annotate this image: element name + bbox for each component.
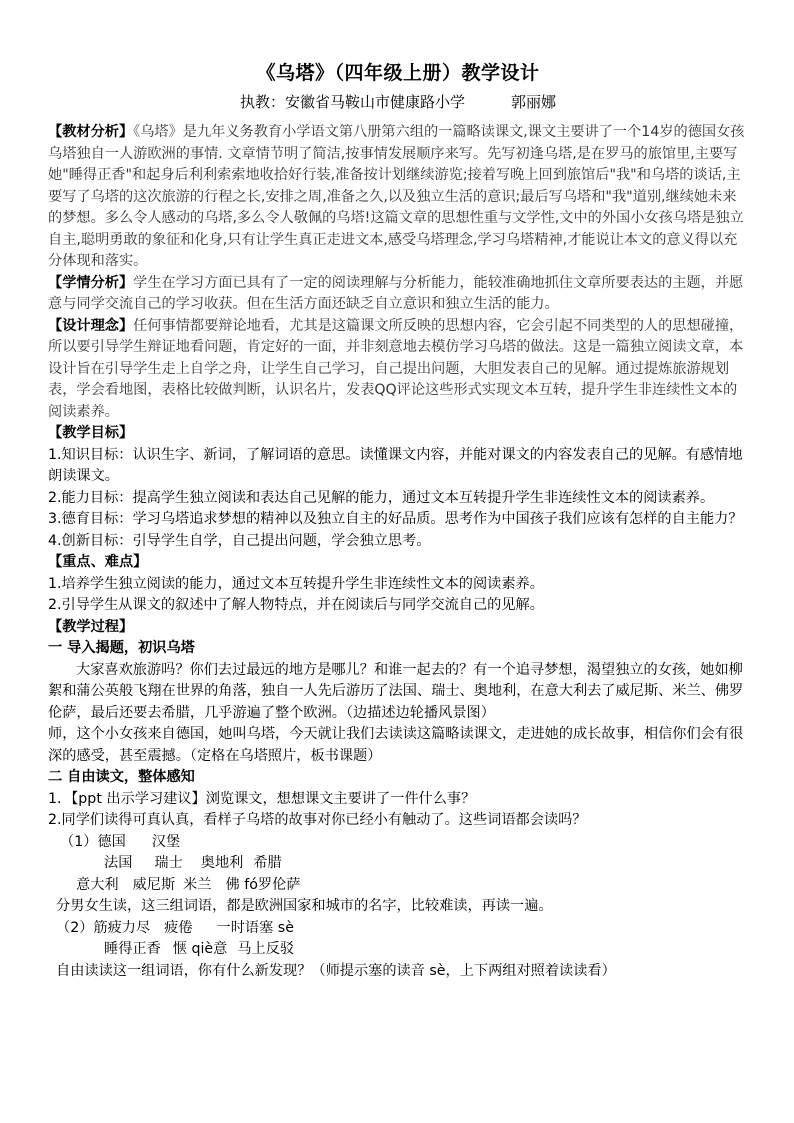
section-heading: 【设计理念】 bbox=[48, 317, 134, 334]
vocab-word: 法国 bbox=[104, 855, 133, 871]
goal-item: 1.知识目标：认识生字、新词，了解词语的意思。读懂课文内容，并能对课文的内容发表自己的见解。有感情地朗读课文。 bbox=[48, 446, 743, 484]
section-heading: 【教学过程】 bbox=[48, 618, 134, 635]
vocab-word: 意大利 bbox=[76, 876, 119, 893]
goal-item: 2.能力目标：提高学生独立阅读和表达自己见解的能力，通过文本互转提升学生非连续性文本的阅读素养。 bbox=[48, 489, 715, 506]
goal-item: 4.创新目标：引导学生自学，自己提出问题，学会独立思考。 bbox=[48, 532, 431, 549]
section-heading: 【学情分析】 bbox=[48, 274, 134, 291]
section-body: 任何事情都要辩论地看，尤其是这篇课文所反映的思想内容，它会引起不同类型的人的思想碰撞，所以要引导学生辩证地看问题，肯定好的一面，并非刻意地去模仿学习乌塔的做法。这是一篇独立阅读文章，本设计旨在引导学生走上自学之舟，让学生自己学习，自己提出问题，大胆发表自己的见解。通过提炼旅游规划表，学会看地图，表格比较做判断，认识名片，发表QQ评论这些形式实现文本互转，提升学生非连续性文本的阅读素养。 bbox=[48, 317, 744, 420]
paragraph: 师，这个小女孩来自德国，她叫乌塔，今天就让我们去读读这篇略读课文，走进她的成长故事，相信你们会有很深的感受，甚至震撼。（定格在乌塔照片，板书课题） bbox=[48, 726, 744, 764]
keypoint-item: 2.引导学生从课文的叙述中了解人物特点，并在阅读后与同学交流自己的见解。 bbox=[48, 597, 544, 613]
byline-school: 执教：安徽省马鞍山市健康路小学 bbox=[239, 93, 465, 111]
vocab-word: 奥地利 bbox=[200, 855, 244, 871]
vocab-word: 汉堡 bbox=[151, 833, 181, 850]
vocab-word: 睡得正香 bbox=[104, 941, 161, 957]
design-concept bbox=[48, 316, 748, 424]
vocab-word: 瑞士 bbox=[154, 855, 183, 871]
byline-teacher: 郭丽娜 bbox=[511, 93, 557, 111]
vocab-word: 希腊 bbox=[253, 855, 282, 871]
vocab-label: （2）筋疲力尽 bbox=[56, 919, 151, 936]
vocab-label: （1）德国 bbox=[60, 833, 126, 850]
student-analysis bbox=[48, 273, 748, 316]
page-title: 《乌塔》（四年级上册）教学设计 bbox=[256, 62, 540, 84]
byline bbox=[48, 91, 748, 112]
paragraph: 1．【ppt 出示学习建议】浏览课文，想想课文主要讲了一件什么事？ bbox=[48, 790, 476, 807]
part-heading: 一 导入揭题，初识乌塔 bbox=[48, 640, 195, 656]
section-heading: 【教材分析】 bbox=[48, 124, 134, 140]
section-body: 《乌塔》是九年义务教育小学语文第八册第六组的一篇略读课文,课文主要讲了一个14岁的德国女孩乌塔独自一人游欧洲的事情. 文章情节明了简洁,按事情发展顺序来写。先写初逢乌塔,是在罗马的旅馆里,主要写她"睡得正香"和起身后利利索索地收拾好行装,准备按计划继续游览;接着写晚上回到旅馆后"我"和乌塔的谈话,主要写了乌塔的这次旅游的行程之长,安排之周,准备之久,以及独立生活的意识;最后写乌塔和"我"道别,继续她未来的梦想。多么令人感动的乌塔,多么令人敬佩的乌塔!这篇文章的思想性重与文学性,文中的外国小女孩乌塔是独立自主,聪明勇敢的象征和化身,只有让学生真正走进文本,感受乌塔理念,学习乌塔精神,才能说让本文的意义得以充分体现和落实。 bbox=[48, 124, 745, 269]
textbook-analysis bbox=[48, 122, 748, 273]
vocab-group-1 bbox=[48, 832, 748, 897]
vocab-word: 佛 fó罗伦萨 bbox=[225, 876, 301, 893]
paragraph: 大家喜欢旅游吗？你们去过最远的地方是哪儿？和谁一起去的？有一个追寻梦想，渴望独立的女孩，她如柳絮和蒲公英般飞翔在世界的角落，独自一人先后游历了法国、瑞士、奥地利，在意大利去了威尼斯、米兰、佛罗伦萨，最后还要去希腊，几乎游遍了整个欧洲。（边描述边轮播风景图） bbox=[48, 661, 744, 721]
paragraph: 2.同学们读得可真认真，看样子乌塔的故事对你已经小有触动了。这些词语都会读吗？ bbox=[48, 812, 587, 828]
keypoint-item: 1.培养学生独立阅读的能力，通过文本互转提升学生非连续性文本的阅读素养。 bbox=[48, 575, 544, 592]
part-heading: 二 自由读文，整体感知 bbox=[48, 769, 195, 785]
vocab-group-2 bbox=[48, 918, 748, 961]
section-heading: 【重点、难点】 bbox=[48, 554, 148, 570]
goal-item: 3.德育目标：学习乌塔追求梦想的精神以及独立自主的好品质。思考作为中国孩子我们应该有怎样的自主能力？ bbox=[48, 511, 743, 527]
paragraph: 分男女生读，这三组词语，都是欧洲国家和城市的名字，比较难读，再读一遍。 bbox=[56, 898, 553, 914]
vocab-word: 米兰 bbox=[183, 876, 212, 893]
vocab-word: 一时语塞 sè bbox=[216, 919, 294, 936]
vocab-word: 威尼斯 bbox=[132, 876, 176, 893]
paragraph: 自由读读这一组词语，你有什么新发现？（师提示塞的读音 sè，上下两组对照着读读看） bbox=[56, 962, 616, 979]
vocab-word: 马上反驳 bbox=[237, 941, 295, 957]
document-page bbox=[48, 58, 748, 982]
vocab-word: 惬 qiè意 bbox=[172, 941, 228, 957]
vocab-word: 疲倦 bbox=[164, 919, 193, 936]
section-body: 学生在学习方面已具有了一定的阅读理解与分析能力，能较准确地抓住文章所要表达的主题，并愿意与同学交流自己的学习收获。但在生活方面还缺乏自立意识和独立生活的能力。 bbox=[48, 274, 744, 312]
section-heading: 【教学目标】 bbox=[48, 425, 134, 441]
